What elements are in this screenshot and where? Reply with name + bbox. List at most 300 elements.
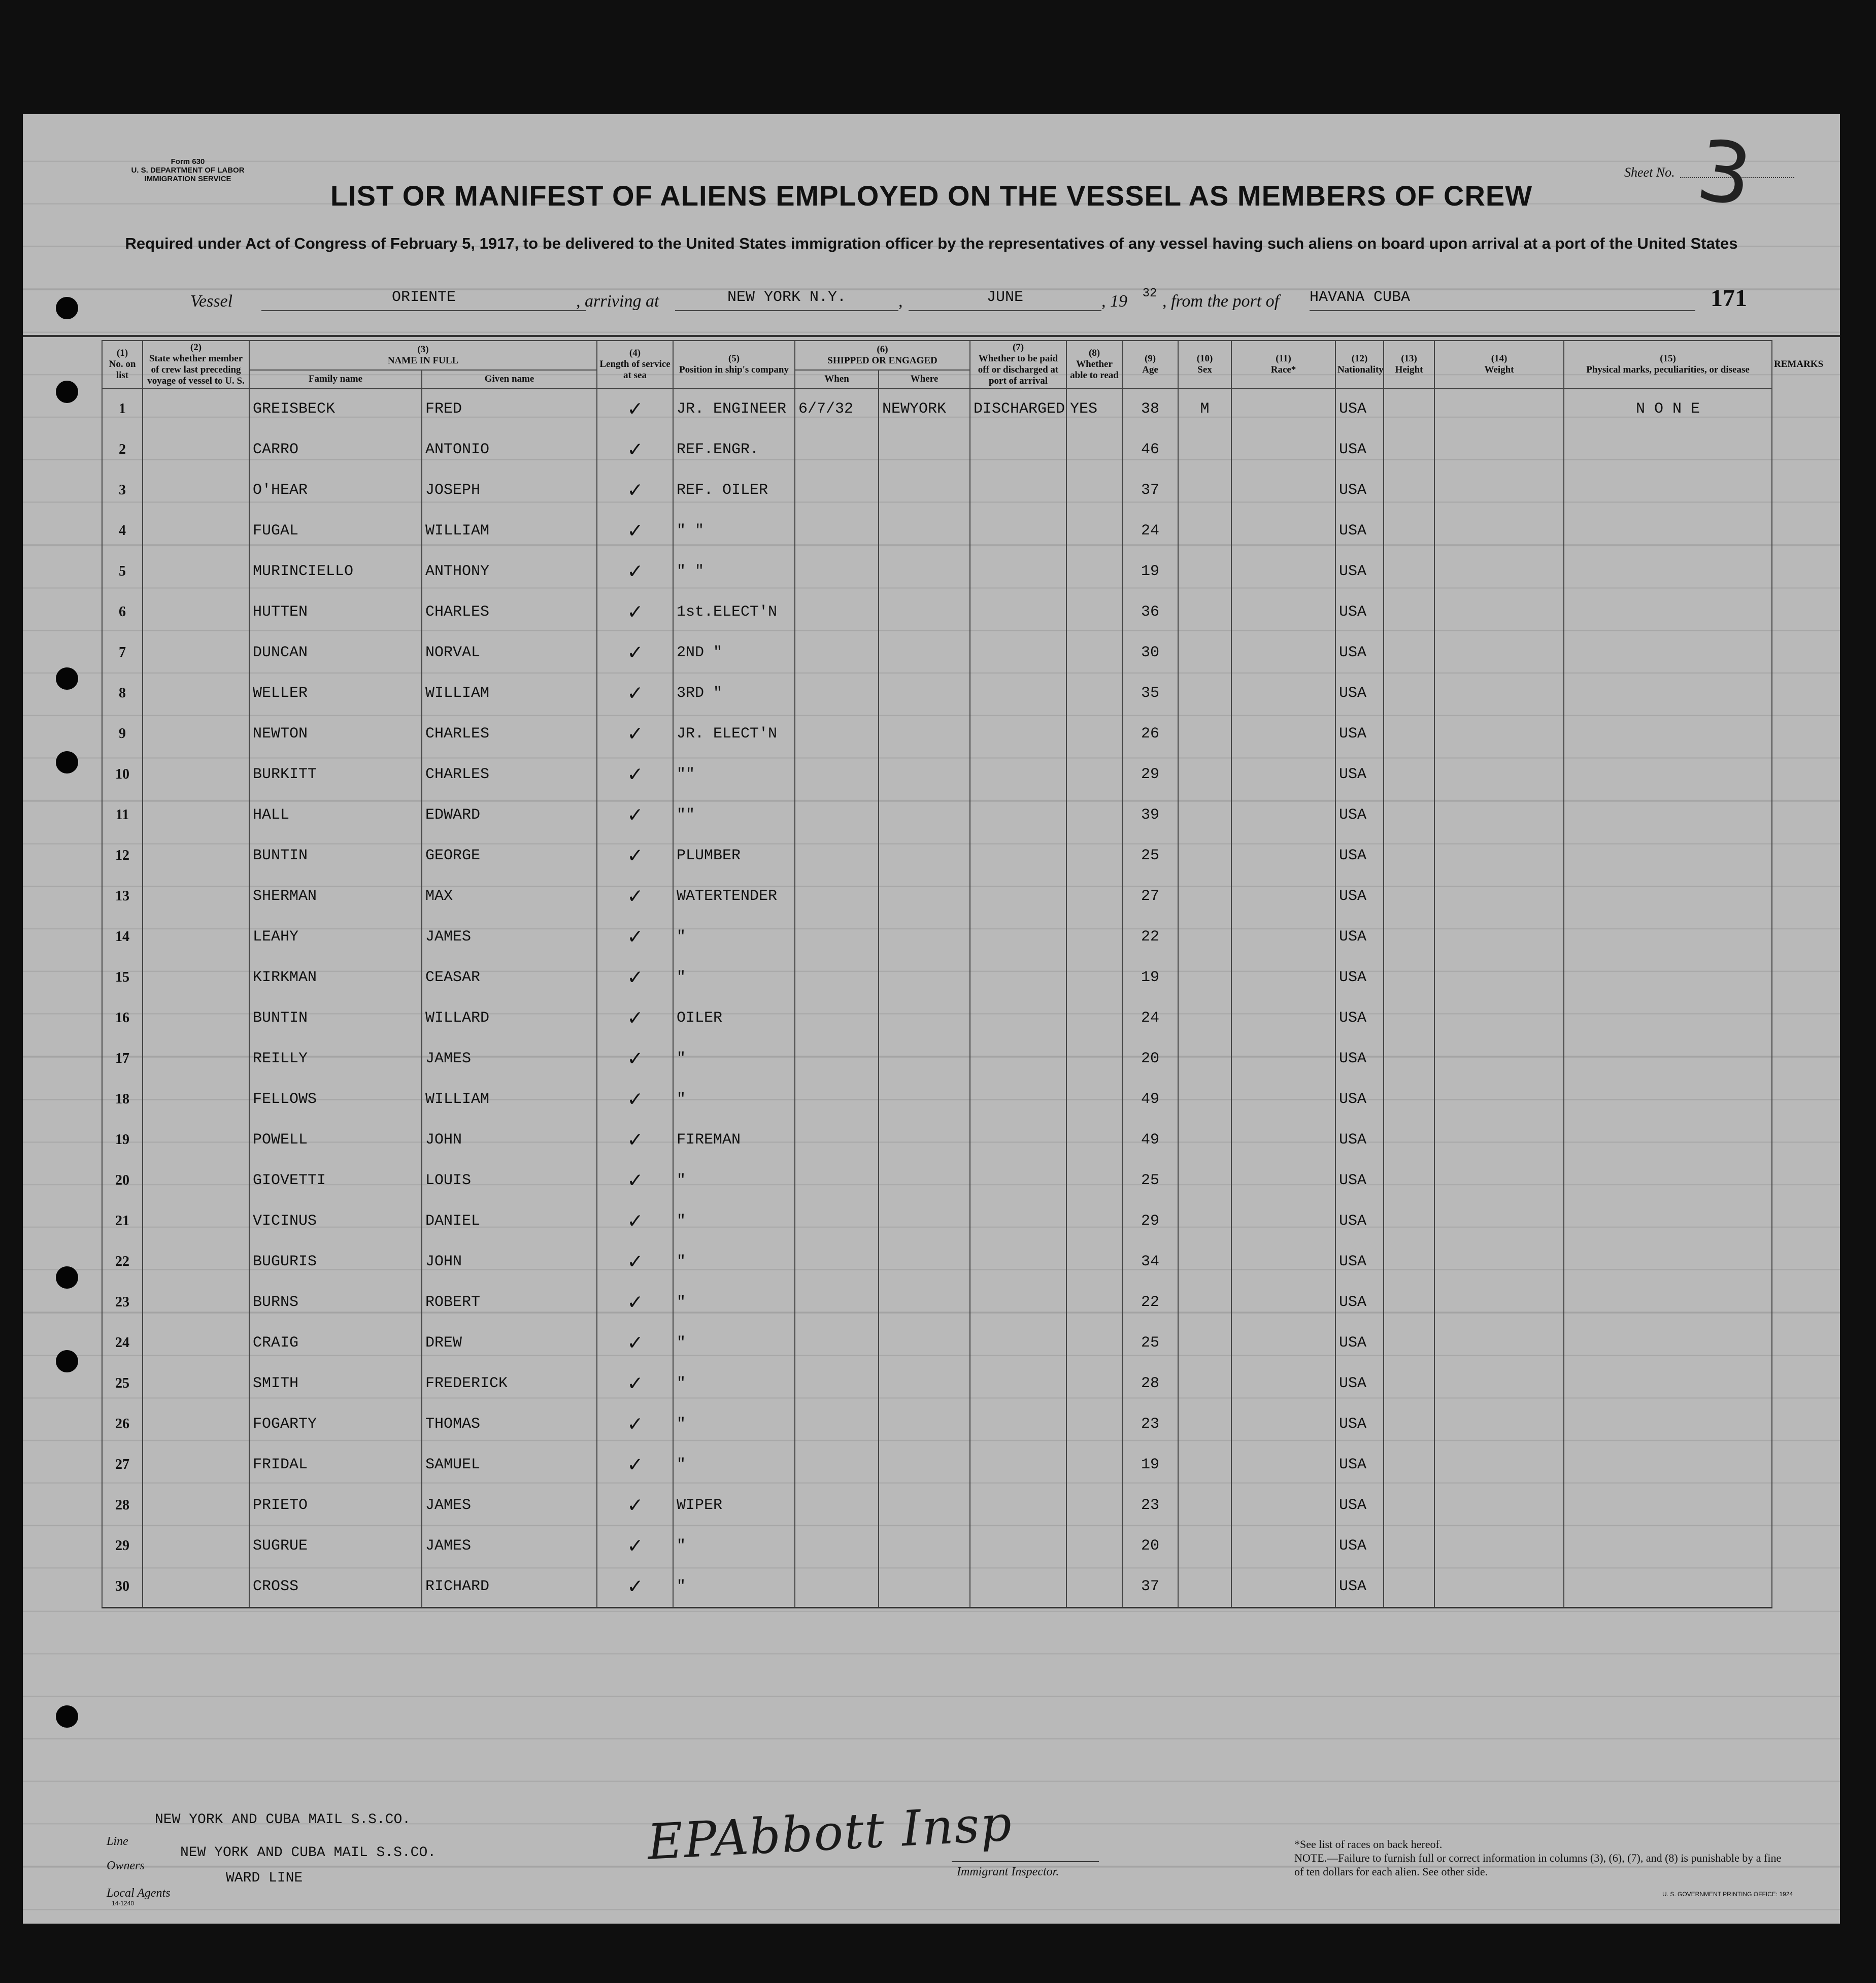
cell-race — [1231, 1444, 1335, 1485]
page-title: LIST OR MANIFEST OF ALIENS EMPLOYED ON THE VESSEL AS MEMBERS OF CREW — [330, 180, 1533, 212]
cell-family: HUTTEN — [249, 592, 422, 632]
cell-when — [795, 957, 879, 998]
cell-race — [1231, 1404, 1335, 1444]
cell-age: 25 — [1122, 835, 1178, 876]
cell-discharged — [970, 754, 1066, 795]
cell-given: FRED — [422, 388, 597, 429]
cell-sex — [1178, 429, 1231, 470]
cell-marks — [1564, 592, 1772, 632]
cell-where — [879, 1485, 970, 1526]
table-row — [102, 388, 1772, 429]
cell-no: 11 — [102, 795, 143, 835]
cell-nationality: USA — [1335, 1038, 1384, 1079]
cell-height — [1384, 1566, 1434, 1608]
col-weight-header: (14) Weight — [1434, 341, 1564, 388]
cell-read — [1066, 1201, 1122, 1241]
punch-hole — [56, 1266, 78, 1289]
cell-discharged — [970, 1363, 1066, 1404]
cell-read — [1066, 551, 1122, 592]
cell-discharged — [970, 1079, 1066, 1120]
table-row — [102, 754, 1772, 795]
cell-position: WATERTENDER — [673, 876, 795, 917]
cell-nationality: USA — [1335, 551, 1384, 592]
cell-race — [1231, 551, 1335, 592]
cell-service: ✓ — [597, 1160, 673, 1201]
cell-marks — [1564, 1566, 1772, 1608]
cell-position: " — [673, 957, 795, 998]
cell-marks — [1564, 673, 1772, 714]
from-port: HAVANA CUBA — [1310, 289, 1695, 311]
table-row — [102, 1526, 1772, 1566]
cell-race — [1231, 1038, 1335, 1079]
cell-discharged — [970, 1323, 1066, 1363]
cell-weight — [1434, 1120, 1564, 1160]
table-row — [102, 551, 1772, 592]
cell-age: 34 — [1122, 1241, 1178, 1282]
cell-discharged — [970, 429, 1066, 470]
cell-given: NORVAL — [422, 632, 597, 673]
cell-age: 22 — [1122, 1282, 1178, 1323]
cell-read — [1066, 1526, 1122, 1566]
cell-state — [143, 1526, 249, 1566]
cell-weight — [1434, 1566, 1564, 1608]
cell-when — [795, 1201, 879, 1241]
vessel-name: ORIENTE — [261, 289, 586, 311]
table-row — [102, 1201, 1772, 1241]
cell-when — [795, 1363, 879, 1404]
cell-state — [143, 1404, 249, 1444]
cell-given: ANTHONY — [422, 551, 597, 592]
cell-when — [795, 1485, 879, 1526]
cell-state — [143, 632, 249, 673]
cell-state — [143, 1120, 249, 1160]
cell-given: WILLIAM — [422, 1079, 597, 1120]
cell-age: 35 — [1122, 673, 1178, 714]
cell-sex — [1178, 1444, 1231, 1485]
cell-sex — [1178, 1566, 1231, 1608]
cell-state — [143, 1160, 249, 1201]
inspector-signature: EPAbbott Insp — [646, 1795, 1014, 1871]
cell-given: JAMES — [422, 1038, 597, 1079]
cell-family: HALL — [249, 795, 422, 835]
cell-position: " — [673, 1444, 795, 1485]
cell-given: CHARLES — [422, 754, 597, 795]
cell-read — [1066, 1444, 1122, 1485]
cell-when — [795, 1241, 879, 1282]
cell-family: CARRO — [249, 429, 422, 470]
cell-nationality: USA — [1335, 1160, 1384, 1201]
cell-where — [879, 673, 970, 714]
cell-family: SMITH — [249, 1363, 422, 1404]
cell-read — [1066, 470, 1122, 511]
cell-discharged — [970, 470, 1066, 511]
cell-race — [1231, 1241, 1335, 1282]
department: U. S. DEPARTMENT OF LABOR — [131, 166, 245, 175]
cell-no: 3 — [102, 470, 143, 511]
cell-service: ✓ — [597, 551, 673, 592]
cell-service: ✓ — [597, 673, 673, 714]
page-number: 171 — [1711, 285, 1747, 312]
cell-family: SHERMAN — [249, 876, 422, 917]
cell-position: " — [673, 1404, 795, 1444]
table-row — [102, 1444, 1772, 1485]
cell-height — [1384, 1444, 1434, 1485]
cell-where — [879, 795, 970, 835]
cell-family: KIRKMAN — [249, 957, 422, 998]
cell-service: ✓ — [597, 1404, 673, 1444]
cell-discharged — [970, 876, 1066, 917]
cell-age: 19 — [1122, 1444, 1178, 1485]
cell-family: LEAHY — [249, 917, 422, 957]
form-code: 14-1240 — [112, 1900, 135, 1907]
cell-age: 38 — [1122, 388, 1178, 429]
cell-nationality: USA — [1335, 429, 1384, 470]
cell-sex — [1178, 1282, 1231, 1323]
cell-family: MURINCIELLO — [249, 551, 422, 592]
cell-given: FREDERICK — [422, 1363, 597, 1404]
cell-family: DUNCAN — [249, 632, 422, 673]
cell-marks — [1564, 1120, 1772, 1160]
cell-nationality: USA — [1335, 673, 1384, 714]
cell-no: 25 — [102, 1363, 143, 1404]
cell-service: ✓ — [597, 1282, 673, 1323]
cell-given: GEORGE — [422, 835, 597, 876]
cell-age: 30 — [1122, 632, 1178, 673]
cell-when — [795, 551, 879, 592]
cell-race — [1231, 511, 1335, 551]
cell-height — [1384, 470, 1434, 511]
table-row — [102, 429, 1772, 470]
cell-when — [795, 917, 879, 957]
cell-race — [1231, 754, 1335, 795]
cell-position: " — [673, 1079, 795, 1120]
cell-state — [143, 1444, 249, 1485]
cell-weight — [1434, 1444, 1564, 1485]
cell-no: 12 — [102, 835, 143, 876]
cell-family: BUNTIN — [249, 835, 422, 876]
year-prefix: , 19 — [1101, 292, 1127, 311]
cell-race — [1231, 998, 1335, 1038]
cell-family: O'HEAR — [249, 470, 422, 511]
cell-weight — [1434, 632, 1564, 673]
cell-given: JAMES — [422, 1485, 597, 1526]
cell-read — [1066, 1160, 1122, 1201]
cell-when — [795, 754, 879, 795]
cell-height — [1384, 1323, 1434, 1363]
cell-sex — [1178, 1526, 1231, 1566]
cell-family: BUGURIS — [249, 1241, 422, 1282]
cell-height — [1384, 511, 1434, 551]
cell-when — [795, 1079, 879, 1120]
cell-age: 24 — [1122, 511, 1178, 551]
cell-no: 18 — [102, 1079, 143, 1120]
cell-when — [795, 876, 879, 917]
cell-height — [1384, 673, 1434, 714]
cell-race — [1231, 835, 1335, 876]
voyage-row: Vessel ORIENTE , arriving at NEW YORK N.Y. , JUNE , 19 32 , from the port of HAVANA CUBA — [23, 287, 1840, 317]
cell-nationality: USA — [1335, 1444, 1384, 1485]
cell-nationality: USA — [1335, 592, 1384, 632]
cell-race — [1231, 1323, 1335, 1363]
cell-state — [143, 1038, 249, 1079]
cell-where — [879, 1566, 970, 1608]
cell-height — [1384, 1485, 1434, 1526]
cell-when — [795, 1038, 879, 1079]
cell-no: 21 — [102, 1201, 143, 1241]
cell-given: MAX — [422, 876, 597, 917]
cell-race — [1231, 592, 1335, 632]
owners-value: NEW YORK AND CUBA MAIL S.S.CO. — [180, 1845, 437, 1861]
cell-sex — [1178, 1485, 1231, 1526]
cell-when — [795, 1566, 879, 1608]
cell-given: CHARLES — [422, 592, 597, 632]
cell-state — [143, 511, 249, 551]
cell-read — [1066, 632, 1122, 673]
cell-when — [795, 1160, 879, 1201]
cell-weight — [1434, 876, 1564, 917]
cell-weight — [1434, 917, 1564, 957]
cell-when — [795, 714, 879, 754]
cell-weight — [1434, 673, 1564, 714]
cell-age: 29 — [1122, 1201, 1178, 1241]
cell-race — [1231, 632, 1335, 673]
cell-service: ✓ — [597, 429, 673, 470]
cell-family: PRIETO — [249, 1485, 422, 1526]
cell-sex — [1178, 1201, 1231, 1241]
cell-marks — [1564, 429, 1772, 470]
cell-no: 10 — [102, 754, 143, 795]
cell-read — [1066, 1566, 1122, 1608]
cell-weight — [1434, 551, 1564, 592]
col-nationality-header: (12) Nationality — [1335, 341, 1384, 388]
cell-family: VICINUS — [249, 1201, 422, 1241]
line-value: NEW YORK AND CUBA MAIL S.S.CO. — [155, 1812, 411, 1828]
cell-read — [1066, 1404, 1122, 1444]
cell-read — [1066, 876, 1122, 917]
cell-given: WILLARD — [422, 998, 597, 1038]
cell-race — [1231, 957, 1335, 998]
cell-where — [879, 551, 970, 592]
cell-service: ✓ — [597, 1526, 673, 1566]
cell-no: 9 — [102, 714, 143, 754]
cell-no: 1 — [102, 388, 143, 429]
cell-discharged — [970, 632, 1066, 673]
cell-when — [795, 592, 879, 632]
cell-state — [143, 957, 249, 998]
table-row — [102, 673, 1772, 714]
cell-given: WILLIAM — [422, 673, 597, 714]
cell-discharged — [970, 1404, 1066, 1444]
cell-when — [795, 511, 879, 551]
cell-service: ✓ — [597, 592, 673, 632]
cell-height — [1384, 1404, 1434, 1444]
cell-given: ROBERT — [422, 1282, 597, 1323]
cell-height — [1384, 1201, 1434, 1241]
cell-service: ✓ — [597, 876, 673, 917]
cell-marks — [1564, 1444, 1772, 1485]
cell-given: SAMUEL — [422, 1444, 597, 1485]
cell-sex — [1178, 673, 1231, 714]
cell-height — [1384, 754, 1434, 795]
cell-weight — [1434, 998, 1564, 1038]
cell-service: ✓ — [597, 1566, 673, 1608]
cell-position: " — [673, 1038, 795, 1079]
cell-no: 15 — [102, 957, 143, 998]
cell-given: JAMES — [422, 1526, 597, 1566]
cell-given: DREW — [422, 1323, 597, 1363]
cell-race — [1231, 917, 1335, 957]
cell-read — [1066, 998, 1122, 1038]
cell-height — [1384, 917, 1434, 957]
cell-weight — [1434, 1323, 1564, 1363]
cell-nationality: USA — [1335, 835, 1384, 876]
cell-weight — [1434, 714, 1564, 754]
cell-discharged — [970, 1038, 1066, 1079]
cell-sex — [1178, 998, 1231, 1038]
cell-race — [1231, 429, 1335, 470]
col-read-header: (8) Whether able to read — [1066, 341, 1122, 388]
table-row — [102, 1323, 1772, 1363]
printer-note: U. S. GOVERNMENT PRINTING OFFICE: 1924 — [1662, 1891, 1793, 1898]
cell-service: ✓ — [597, 1323, 673, 1363]
cell-position: 3RD " — [673, 673, 795, 714]
cell-marks — [1564, 1363, 1772, 1404]
cell-state — [143, 1079, 249, 1120]
cell-no: 26 — [102, 1404, 143, 1444]
cell-service: ✓ — [597, 957, 673, 998]
cell-discharged — [970, 1526, 1066, 1566]
cell-discharged — [970, 511, 1066, 551]
cell-given: JOHN — [422, 1120, 597, 1160]
cell-no: 19 — [102, 1120, 143, 1160]
cell-position: " — [673, 1363, 795, 1404]
cell-height — [1384, 795, 1434, 835]
cell-state — [143, 429, 249, 470]
cell-marks — [1564, 1526, 1772, 1566]
cell-marks — [1564, 714, 1772, 754]
cell-sex — [1178, 1038, 1231, 1079]
cell-read — [1066, 511, 1122, 551]
cell-no: 28 — [102, 1485, 143, 1526]
cell-race — [1231, 388, 1335, 429]
cell-marks — [1564, 1038, 1772, 1079]
cell-state — [143, 1323, 249, 1363]
cell-state — [143, 1241, 249, 1282]
cell-sex: M — [1178, 388, 1231, 429]
cell-height — [1384, 388, 1434, 429]
cell-age: 23 — [1122, 1404, 1178, 1444]
cell-discharged — [970, 1241, 1066, 1282]
cell-weight — [1434, 1526, 1564, 1566]
cell-marks — [1564, 1241, 1772, 1282]
cell-weight — [1434, 470, 1564, 511]
cell-marks — [1564, 998, 1772, 1038]
cell-height — [1384, 957, 1434, 998]
cell-weight — [1434, 1363, 1564, 1404]
cell-given: EDWARD — [422, 795, 597, 835]
cell-position: " — [673, 917, 795, 957]
col-state-header: (2) State whether member of crew last preceding voyage of vessel to U. S. — [143, 341, 249, 388]
cell-read — [1066, 1323, 1122, 1363]
table-row — [102, 1282, 1772, 1323]
cell-service: ✓ — [597, 917, 673, 957]
cell-no: 30 — [102, 1566, 143, 1608]
punch-hole — [56, 667, 78, 690]
cell-where — [879, 876, 970, 917]
cell-service: ✓ — [597, 470, 673, 511]
cell-state — [143, 876, 249, 917]
cell-family: REILLY — [249, 1038, 422, 1079]
cell-sex — [1178, 511, 1231, 551]
cell-weight — [1434, 1079, 1564, 1120]
table-row — [102, 1120, 1772, 1160]
cell-position: " " — [673, 511, 795, 551]
table-row — [102, 714, 1772, 754]
cell-where — [879, 1241, 970, 1282]
form-number: Form 630 — [171, 157, 205, 166]
cell-family: BURKITT — [249, 754, 422, 795]
cell-marks — [1564, 1404, 1772, 1444]
cell-age: 26 — [1122, 714, 1178, 754]
cell-height — [1384, 876, 1434, 917]
cell-position: WIPER — [673, 1485, 795, 1526]
cell-weight — [1434, 1282, 1564, 1323]
note-races: *See list of races on back hereof. — [1294, 1838, 1443, 1851]
cell-service: ✓ — [597, 1485, 673, 1526]
cell-weight — [1434, 1404, 1564, 1444]
cell-weight — [1434, 1160, 1564, 1201]
cell-family: GIOVETTI — [249, 1160, 422, 1201]
cell-marks — [1564, 511, 1772, 551]
table-row — [102, 917, 1772, 957]
cell-position: JR. ELECT'N — [673, 714, 795, 754]
cell-sex — [1178, 876, 1231, 917]
cell-given: JAMES — [422, 917, 597, 957]
cell-age: 19 — [1122, 957, 1178, 998]
cell-where — [879, 429, 970, 470]
crew-table: (1) No. on list (2) State whether member of crew last preceding voyage of vessel to U. S. (3) NAME IN FULL (4) Length of service at sea (5) Position in ship's company (6) SHIPPED OR ENGAGED (7) Whether to be paid off or discharged at port of arrival (8) Whether able to read (9) Age (10) Sex (11) Race* (12) Nationality (13) Height (14) Weight (15) Physical marks, peculiarities, or disease REMARKS Family name Given name When Where 1 GREISBECK FRED ✓ JR. ENGINEER 6/7/32 NEWYORK DISCHARGED YES 38 M USA N O N E 2 CARRO ANTONIO ✓ REF.ENGR. 46 USA 3 O'HEAR JOSEPH ✓ REF. OILER 37 USA 4 FUGAL WILLIAM ✓ " " 24 USA 5 MURINCIELLO ANTHONY ✓ " " 19 USA 6 HUTTEN CHARLES ✓ 1st.ELECT'N 36 USA 7 DUNCAN NORVAL ✓ 2ND " 30 USA 8 WELLER WILLIAM ✓ 3RD " 35 USA 9 NEWTON CHARLES ✓ JR. ELECT'N 26 USA 10 BURKITT CHARLES ✓ "" 29 USA 11 HALL EDWARD ✓ "" 39 USA 12 BUNTIN GEORGE ✓ PLUMBER 25 USA 13 SHERMAN MAX ✓ WATERTENDER 27 USA 14 LEAHY JAMES ✓ " 22 USA 15 KIRKMAN CEASAR ✓ " 19 USA 16 BUNTIN WILLARD ✓ OILER 24 USA 17 REILLY JAMES ✓ " 20 USA 18 FELLOWS WILLIAM ✓ " 49 USA 19 POWELL JOHN ✓ FIREMAN 49 USA 20 GIOVETTI LOUIS ✓ " 25 USA 21 VICINUS DANIEL ✓ " 29 USA 22 BUGURIS JOHN ✓ " 34 USA 23 BURNS ROBERT ✓ " 22 USA 24 CRAIG DREW ✓ " 25 USA 25 SMITH FREDERICK ✓ " 28 USA 26 FOGARTY THOMAS ✓ " 23 USA 27 FRIDAL SAMUEL ✓ " 19 USA 28 PRIETO JAMES ✓ WIPER 23 USA 29 SUGRUE JAMES ✓ " 20 USA 30 CROSS RICHARD ✓ " 37 USA — [102, 340, 1772, 1608]
cell-service: ✓ — [597, 1241, 673, 1282]
manifest-sheet — [23, 114, 1840, 1924]
cell-marks — [1564, 876, 1772, 917]
cell-nationality: USA — [1335, 714, 1384, 754]
cell-age: 20 — [1122, 1038, 1178, 1079]
cell-no: 13 — [102, 876, 143, 917]
col-race-header: (11) Race* — [1231, 341, 1335, 388]
header-rule — [23, 335, 1840, 337]
cell-nationality: USA — [1335, 1323, 1384, 1363]
cell-discharged — [970, 673, 1066, 714]
cell-given: CEASAR — [422, 957, 597, 998]
cell-read — [1066, 835, 1122, 876]
cell-discharged — [970, 795, 1066, 835]
col-given-header: Given name — [422, 370, 597, 388]
cell-marks — [1564, 795, 1772, 835]
cell-weight — [1434, 795, 1564, 835]
cell-where — [879, 470, 970, 511]
cell-nationality: USA — [1335, 1363, 1384, 1404]
cell-discharged — [970, 1282, 1066, 1323]
cell-position: FIREMAN — [673, 1120, 795, 1160]
cell-sex — [1178, 835, 1231, 876]
cell-race — [1231, 795, 1335, 835]
table-row — [102, 632, 1772, 673]
cell-height — [1384, 429, 1434, 470]
col-discharged-header: (7) Whether to be paid off or discharged at port of arrival — [970, 341, 1066, 388]
cell-weight — [1434, 957, 1564, 998]
cell-race — [1231, 1160, 1335, 1201]
cell-position: "" — [673, 754, 795, 795]
